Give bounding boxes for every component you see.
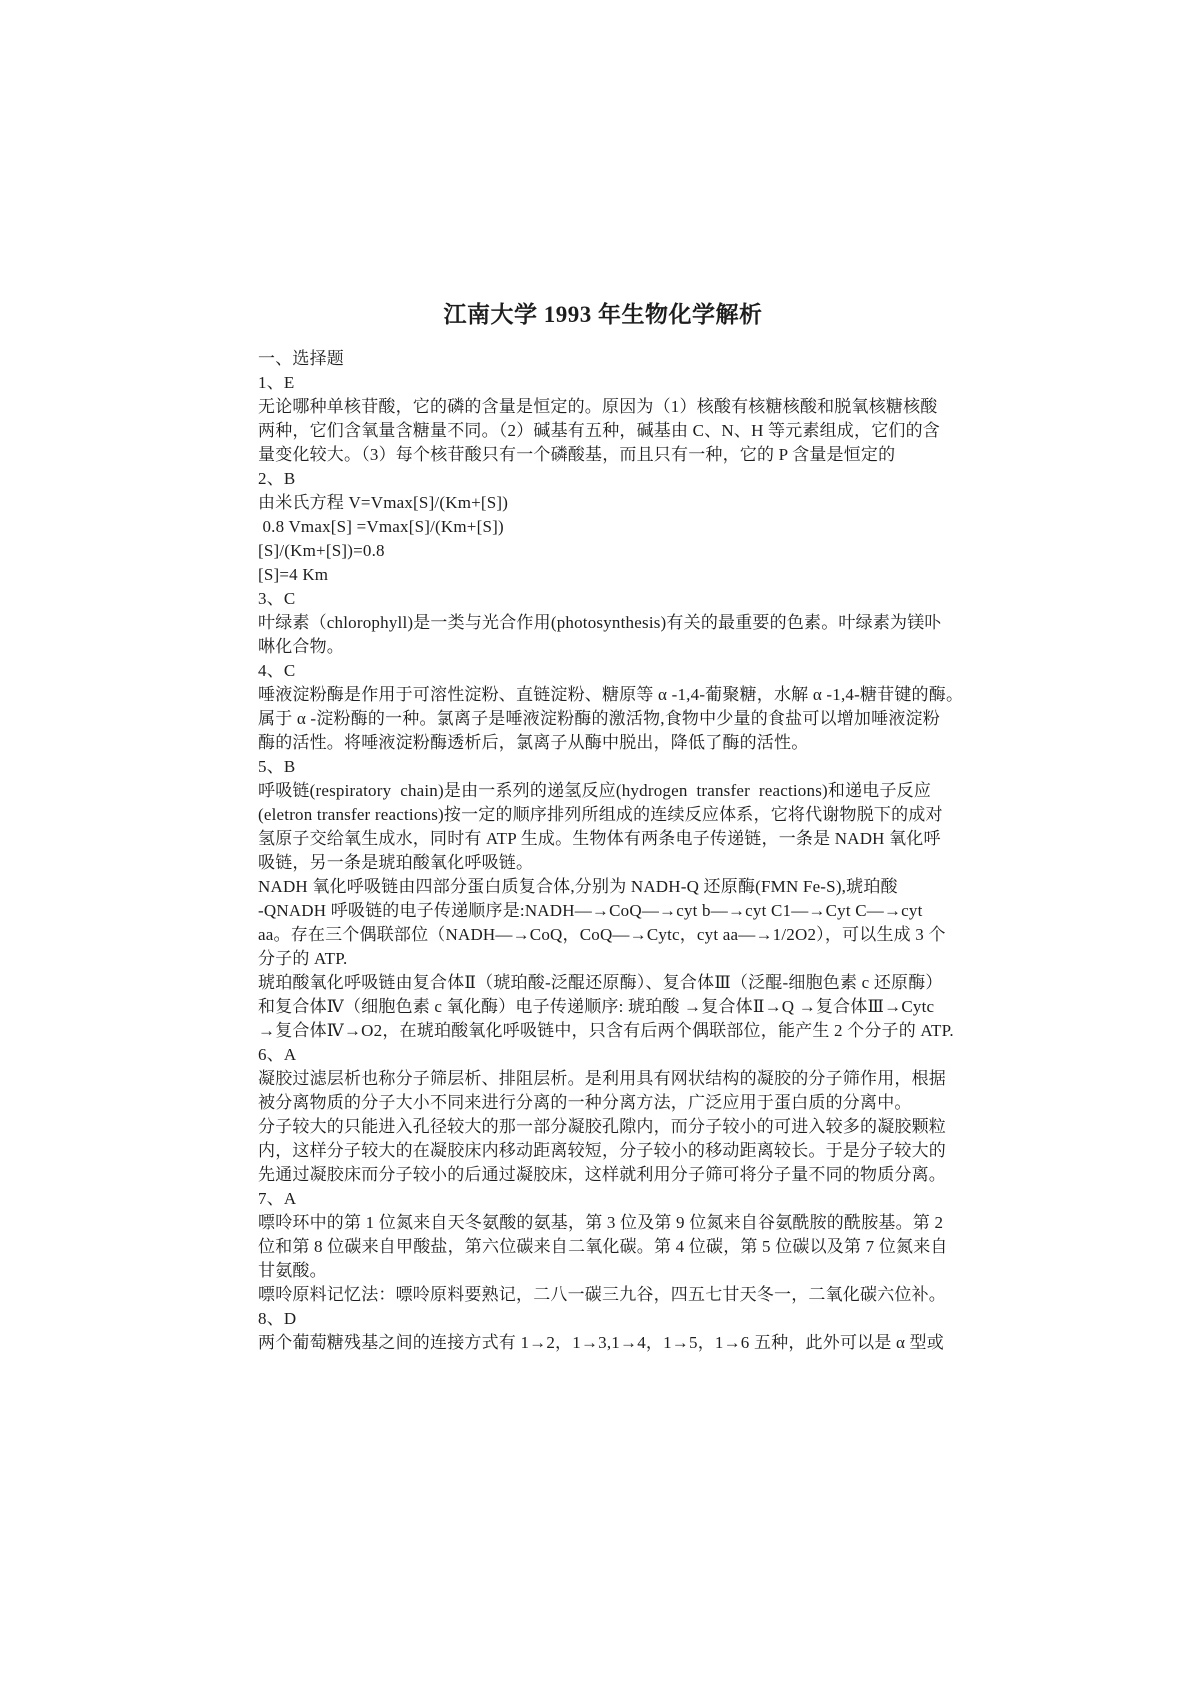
answer-text-line: 啉化合物。 bbox=[258, 637, 344, 656]
answer-text-line: NADH 氧化呼吸链由四部分蛋白质复合体,分别为 NADH-Q 还原酶(FMN Fe-S),琥珀酸 bbox=[258, 877, 898, 896]
answer-text-line: 两种，它们含氧量含糖量不同。（2）碱基有五种，碱基由 C、N、H 等元素组成，它们的含 bbox=[258, 421, 940, 440]
answer-text-line: 先通过凝胶床而分子较小的后通过凝胶床，这样就利用分子筛可将分子量不同的物质分离。 bbox=[258, 1165, 946, 1184]
answer-label: 8、D bbox=[258, 1309, 297, 1328]
answer-text-line: 吸链，另一条是琥珀酸氧化呼吸链。 bbox=[258, 853, 534, 872]
answer-text-line: 0.8 Vmax[S] =Vmax[S]/(Km+[S]) bbox=[258, 517, 504, 536]
answer-text-line: 和复合体Ⅳ（细胞色素 c 氧化酶）电子传递顺序: 琥珀酸 →复合体Ⅱ→Q →复合体Ⅲ→Cytc bbox=[258, 997, 935, 1016]
answer-text-line: 量变化较大。（3）每个核苷酸只有一个磷酸基，而且只有一种，它的 P 含量是恒定的 bbox=[258, 445, 896, 464]
answer-text-line: -QNADH 呼吸链的电子传递顺序是:NADH—→CoQ—→cyt b—→cyt C1—→Cyt C—→cyt bbox=[258, 901, 923, 920]
answer-label: 1、E bbox=[258, 373, 295, 392]
answer-text-line: 嘌呤原料记忆法：嘌呤原料要熟记，二八一碳三九谷，四五七甘天冬一，二氧化碳六位补。 bbox=[258, 1285, 946, 1304]
answer-label: 6、A bbox=[258, 1045, 297, 1064]
answer-text-line: 甘氨酸。 bbox=[258, 1261, 327, 1280]
answer-text-line: (eletron transfer reactions)按一定的顺序排列所组成的连续反应体系，它将代谢物脱下的成对 bbox=[258, 805, 943, 824]
answer-text-line: 凝胶过滤层析也称分子筛层析、排阻层析。是利用具有网状结构的凝胶的分子筛作用，根据 bbox=[258, 1069, 946, 1088]
answer-text-line: 位和第 8 位碳来自甲酸盐，第六位碳来自二氧化碳。第 4 位碳，第 5 位碳以及第 7 位氮来自 bbox=[258, 1237, 948, 1256]
answer-text-line: 由米氏方程 V=Vmax[S]/(Km+[S]) bbox=[258, 493, 509, 512]
answer-text-line: [S]=4 Km bbox=[258, 565, 329, 584]
answer-text-line: 分子较大的只能进入孔径较大的那一部分凝胶孔隙内，而分子较小的可进入较多的凝胶颗粒 bbox=[258, 1117, 946, 1136]
answer-text-line: 酶的活性。将唾液淀粉酶透析后，氯离子从酶中脱出，降低了酶的活性。 bbox=[258, 733, 809, 752]
answer-text-line: 琥珀酸氧化呼吸链由复合体Ⅱ（琥珀酸-泛醌还原酶）、复合体Ⅲ（泛醌-细胞色素 c 还原酶） bbox=[258, 973, 943, 992]
document-body bbox=[258, 347, 964, 1355]
answer-label: 5、B bbox=[258, 757, 296, 776]
answer-text-line: 内，这样分子较大的在凝胶床内移动距离较短，分子较小的移动距离较长。于是分子较大的 bbox=[258, 1141, 946, 1160]
page-title: 江南大学 1993 年生物化学解析 bbox=[443, 302, 763, 327]
answer-label: 7、A bbox=[258, 1189, 297, 1208]
answer-text-line: [S]/(Km+[S])=0.8 bbox=[258, 541, 385, 560]
answer-text-line: 唾液淀粉酶是作用于可溶性淀粉、直链淀粉、糖原等 α -1,4-葡聚糖，水解 α -1,4-糖苷键的酶。 bbox=[258, 685, 964, 704]
answer-text-line: 两个葡萄糖残基之间的连接方式有 1→2，1→3,1→4，1→5，1→6 五种，此外可以是 α 型或 bbox=[258, 1333, 944, 1352]
answer-label: 2、B bbox=[258, 469, 296, 488]
answer-text-line: →复合体Ⅳ→O2，在琥珀酸氧化呼吸链中，只含有后两个偶联部位，能产生 2 个分子的 ATP. bbox=[258, 1021, 954, 1040]
answer-text-line: 分子的 ATP. bbox=[258, 949, 348, 968]
answer-text-line: 无论哪种单核苷酸，它的磷的含量是恒定的。原因为（1）核酸有核糖核酸和脱氧核糖核酸 bbox=[258, 397, 938, 416]
answer-text-line: 被分离物质的分子大小不同来进行分离的一种分离方法，广泛应用于蛋白质的分离中。 bbox=[258, 1093, 912, 1112]
questions-container bbox=[258, 371, 964, 1355]
section-heading: 一、选择题 bbox=[258, 349, 344, 368]
answer-text-line: 嘌呤环中的第 1 位氮来自天冬氨酸的氨基，第 3 位及第 9 位氮来自谷氨酰胺的酰胺基。第 2 bbox=[258, 1213, 944, 1232]
answer-text-line: 氢原子交给氧生成水，同时有 ATP 生成。生物体有两条电子传递链，一条是 NADH 氧化呼 bbox=[258, 829, 941, 848]
answer-text-line: aa。存在三个偶联部位（NADH—→CoQ，CoQ—→Cytc，cyt aa—→1/2O2），可以生成 3 个 bbox=[258, 925, 946, 944]
answer-text-line: 叶绿素（chlorophyll)是一类与光合作用(photosynthesis)有关的最重要的色素。叶绿素为镁卟 bbox=[258, 613, 942, 632]
answer-text-line: 属于 α -淀粉酶的一种。氯离子是唾液淀粉酶的激活物,食物中少量的食盐可以增加唾液淀粉 bbox=[258, 709, 940, 728]
answer-label: 4、C bbox=[258, 661, 296, 680]
answer-text-line: 呼吸链(respiratory chain)是由一系列的递氢反应(hydrogen transfer reactions)和递电子反应 bbox=[258, 781, 932, 800]
answer-label: 3、C bbox=[258, 589, 296, 608]
